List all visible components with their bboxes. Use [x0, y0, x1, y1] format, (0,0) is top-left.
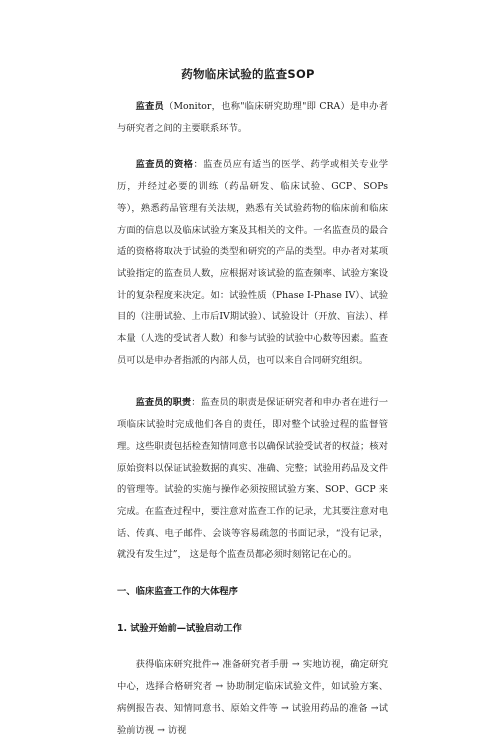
paragraph-monitor — [117, 96, 388, 139]
term-duties: 监查员的职责 — [135, 397, 192, 409]
document-body — [117, 96, 388, 741]
term-monitor: 监查员 — [135, 101, 164, 112]
paragraph-monitor-text: （Monitor，也称"临床研究助理"即 CRA）是申办者与研究者之间的主要联系环节。 — [117, 101, 388, 134]
subsection-heading: 1. 试验开始前—试验启动工作 — [117, 622, 242, 634]
term-qualification: 监查员的资格 — [135, 159, 194, 171]
paragraph-duties-text: ：监查员的职责是保证研究者和申办者在进行一项临床试验时完成他们各自的责任，即对整个试验过程的监督管理。这些职责包括检查知情同意书以确保试验受试者的权益；核对原始资料以保证试验数据的真实、准确、完整；试验用药品及文件的管理等。试验的实施与操作必须按照试验方案、SOP、GCP 来完成。在监查过程中，要注意对监查工作的记录，尤其要注意对电话、传真、电子邮件、会谈等容易疏忽的书面记录，“没有记录，就没有发生过”， 这是每个监查员都必须时刻铭记在心的。 — [117, 397, 388, 561]
paragraph-qualification — [117, 154, 388, 371]
document-title: 药物临床试验的监查SOP — [181, 67, 315, 81]
paragraph-duties — [117, 392, 388, 566]
paragraph-procedure: 获得临床研究批件→ 准备研究者手册 → 实地访视，确定研究中心，选择合格研究者 → 协助制定临床试验文件，如试验方案、病例报告表、知情同意书、原始文件等 → 试验用药品的准备 →试验前访视 → 访视 — [117, 659, 388, 736]
section-heading: 一、临床监查工作的大体程序 — [117, 586, 238, 598]
paragraph-qualification-text: ：监查员应有适当的医学、药学或相关专业学历，并经过必要的训练（药品研发、临床试验、GCP、SOPs 等），熟悉药品管理有关法规，熟悉有关试验药物的临床前和临床方面的信息以及临床试验方案及其相关的文件。一名监查员的最合适的资格将取决于试验的类型和研究的产品的类型。申办者对某项试验指定的监查员人数，应根据对该试验的监查频率、试验方案设计的复杂程度来决定。如：试验性质（Phase I-Phase IV）、试验目的（注册试验、上市后IV期试验）、试验设计（开放、盲法）、样本量（人选的受试者人数）和参与试验的试验中心数等因素。监查员可以是申办者指派的内部人员，也可以来自合同研究组织。 — [117, 159, 388, 366]
